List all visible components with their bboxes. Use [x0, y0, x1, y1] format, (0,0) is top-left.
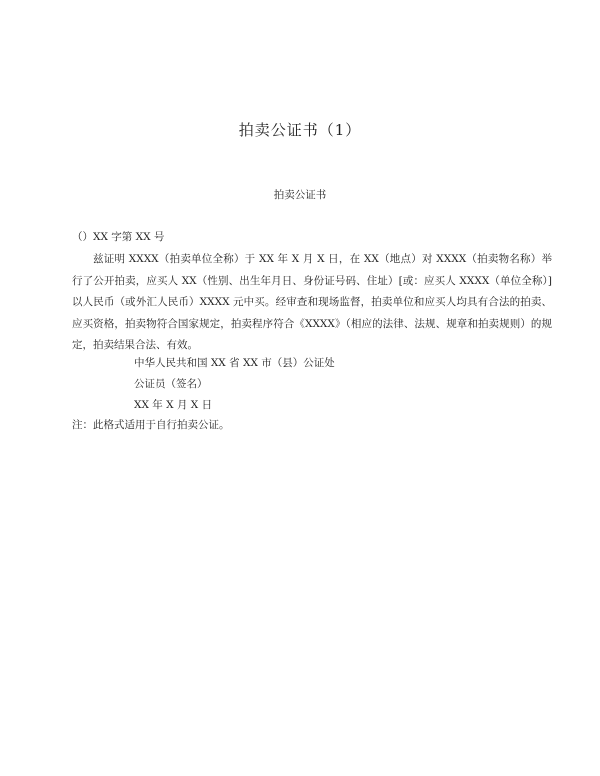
- document-title: 拍卖公证书（1）: [238, 121, 362, 139]
- certificate-date: XX 年 X 月 X 日: [134, 399, 213, 411]
- certificate-body: 兹证明 XXXX（拍卖单位全称）于 XX 年 X 月 X 日，在 XX（地点）对 XXXX（拍卖物名称）举行了公开拍卖，应买人 XX（性别、出生年月日、身份证号码、住址）[或：应买人 XXXX（单位全称）]以人民币（或外汇人民币）XXXX 元中买。经审查和现场监督，拍卖单位和应买人均具有合法的拍卖、应买资格，拍卖物符合国家规定，拍卖程序符合《XXXX》（相应的法律、法规、规章和拍卖规则）的规定，拍卖结果合法、有效。: [72, 253, 552, 351]
- notary-signature: 公证员（签名）: [134, 378, 208, 390]
- issuing-office: 中华人民共和国 XX 省 XX 市（县）公证处: [134, 357, 335, 369]
- footnote: 注：此格式适用于自行拍卖公证。: [72, 419, 230, 431]
- reference-number: （）XX 字第 XX 号: [72, 231, 165, 243]
- document-subtitle: 拍卖公证书: [273, 189, 327, 201]
